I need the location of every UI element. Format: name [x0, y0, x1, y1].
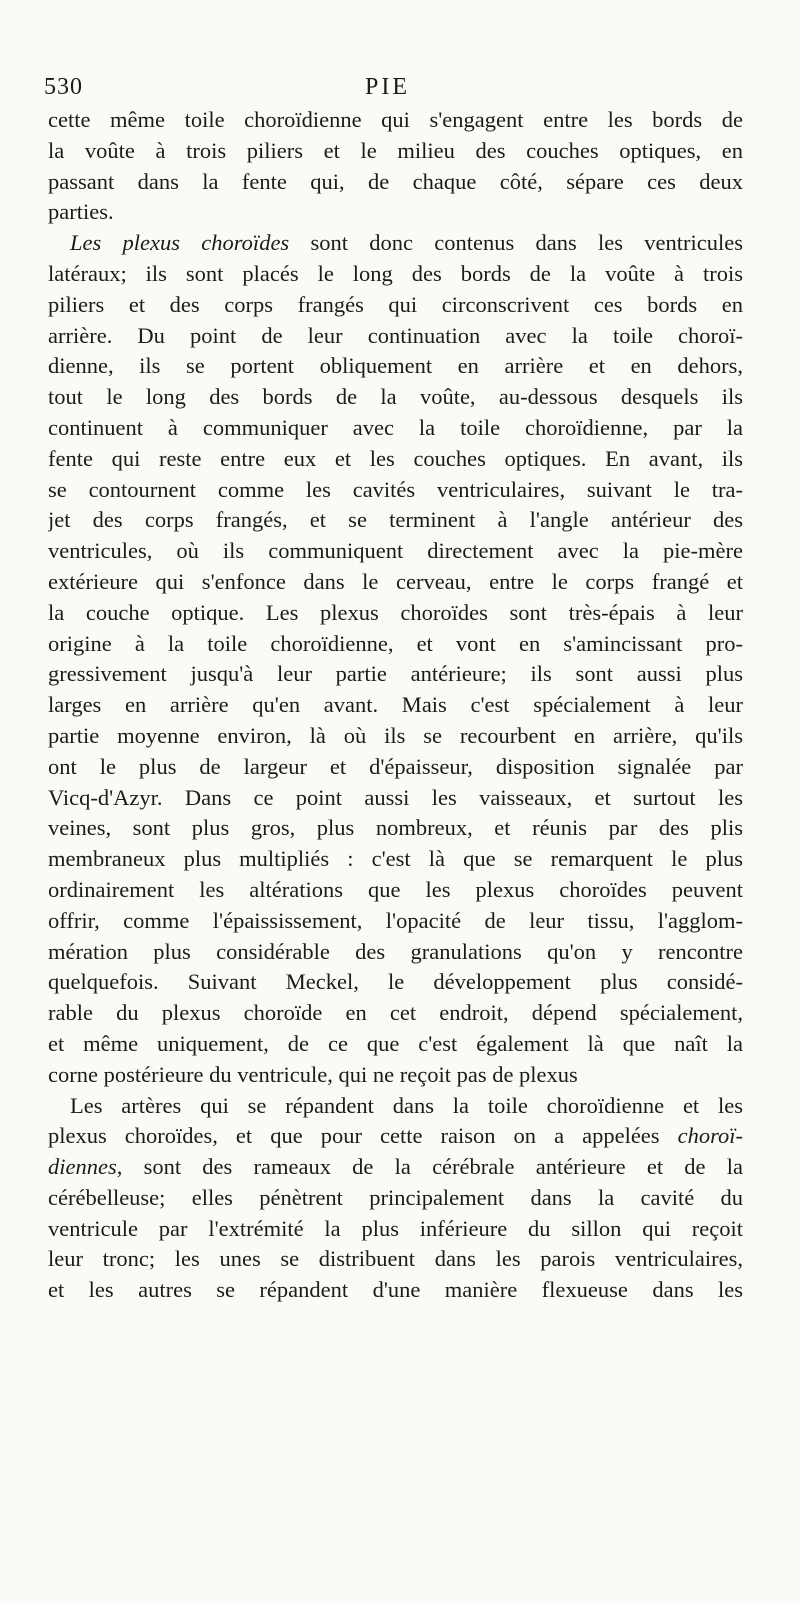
text-line: tout le long des bords de la voûte, au-dessous desquels ils: [48, 384, 743, 410]
text-line: veines, sont plus gros, plus nombreux, et réunis par des plis: [48, 815, 743, 841]
text-line: et même uniquement, de ce que c'est également là que naît la: [48, 1030, 743, 1056]
text-line: piliers et des corps frangés qui circonscrivent ces bords en: [48, 291, 743, 317]
text-line: mération plus considérable des granulations qu'on y rencontre: [48, 938, 743, 964]
text-line: gressivement jusqu'à leur partie antérieure; ils sont aussi plus: [48, 661, 743, 687]
text-line: Vicq-d'Azyr. Dans ce point aussi les vaisseaux, et surtout les: [48, 784, 743, 810]
text-line: jet des corps frangés, et se terminent à l'angle antérieur des: [48, 507, 743, 533]
text-span: plexus choroïdes, et que pour cette raison on a appelées: [48, 1123, 678, 1149]
text-line: corne postérieure du ventricule, qui ne reçoit pas de plexus: [48, 1061, 578, 1087]
italic-term: diennes: [48, 1154, 117, 1180]
italic-term: Les plexus choroïdes: [70, 230, 290, 256]
text-line: fente qui reste entre eux et les couches optiques. En avant, ils: [48, 445, 743, 471]
text-line: [48, 1121, 743, 1152]
text-line: et les autres se répandent d'une manière flexueuse dans les: [48, 1277, 743, 1303]
text-line: ordinairement les altérations que les plexus choroïdes peuvent: [48, 876, 743, 902]
page-header: [44, 74, 756, 104]
text-line: leur tronc; les unes se distribuent dans les parois ventriculaires,: [48, 1246, 743, 1272]
text-line: cette même toile choroïdienne qui s'engagent entre les bords de: [48, 107, 743, 132]
paragraph: [48, 105, 743, 228]
text-line: cérébelleuse; elles pénètrent principalement dans la cavité du: [48, 1184, 743, 1210]
text-line: partie moyenne environ, là où ils se recourbent en arrière, qu'ils: [48, 722, 743, 748]
text-line: dienne, ils se portent obliquement en arrière et en dehors,: [48, 353, 743, 379]
text-line: membraneux plus multipliés : c'est là que se remarquent le plus: [48, 846, 743, 872]
text-line: parties.: [48, 199, 114, 225]
text-line: continuent à communiquer avec la toile choroïdienne, par la: [48, 414, 743, 440]
text-line: extérieure qui s'enfonce dans le cerveau, entre le corps frangé et: [48, 568, 743, 594]
body-text: [48, 105, 743, 1306]
running-head: PIE: [365, 74, 410, 100]
text-line: quelquefois. Suivant Meckel, le développement plus considé-: [48, 969, 743, 995]
text-line: [48, 228, 743, 259]
text-line: Les artères qui se répandent dans la toile choroïdienne et les: [70, 1092, 743, 1118]
text-line: la voûte à trois piliers et le milieu des couches optiques, en: [48, 137, 743, 163]
text-line: ventricule par l'extrémité la plus inférieure du sillon qui reçoit: [48, 1215, 743, 1241]
text-line: passant dans la fente qui, de chaque côté, sépare ces deux: [48, 168, 743, 194]
text-line: origine à la toile choroïdienne, et vont en s'amincissant pro-: [48, 630, 743, 656]
text-line: rable du plexus choroïde en cet endroit, dépend spécialement,: [48, 1000, 743, 1026]
paragraph: [48, 1091, 743, 1307]
text-line: ventricules, où ils communiquent directement avec la pie-mère: [48, 538, 743, 564]
page-number: 530: [44, 74, 83, 100]
text-line: se contournent comme les cavités ventriculaires, suivant le tra-: [48, 476, 743, 502]
text-line: la couche optique. Les plexus choroïdes sont très-épais à leur: [48, 599, 743, 625]
text-line: arrière. Du point de leur continuation avec la toile choroï-: [48, 322, 743, 348]
text-line: ont le plus de largeur et d'épaisseur, disposition signalée par: [48, 753, 743, 779]
text-line: larges en arrière qu'en avant. Mais c'est spécialement à leur: [48, 692, 743, 718]
text-span: sont donc contenus dans les ventricules: [289, 230, 743, 256]
text-line: [48, 1152, 743, 1183]
italic-term: choroï-: [677, 1123, 743, 1149]
text-span: , sont des rameaux de la cérébrale antérieure et de la: [116, 1154, 743, 1180]
text-line: offrir, comme l'épaississement, l'opacité de leur tissu, l'agglom-: [48, 907, 743, 933]
text-line: latéraux; ils sont placés le long des bords de la voûte à trois: [48, 260, 743, 286]
paragraph: [48, 228, 743, 1090]
